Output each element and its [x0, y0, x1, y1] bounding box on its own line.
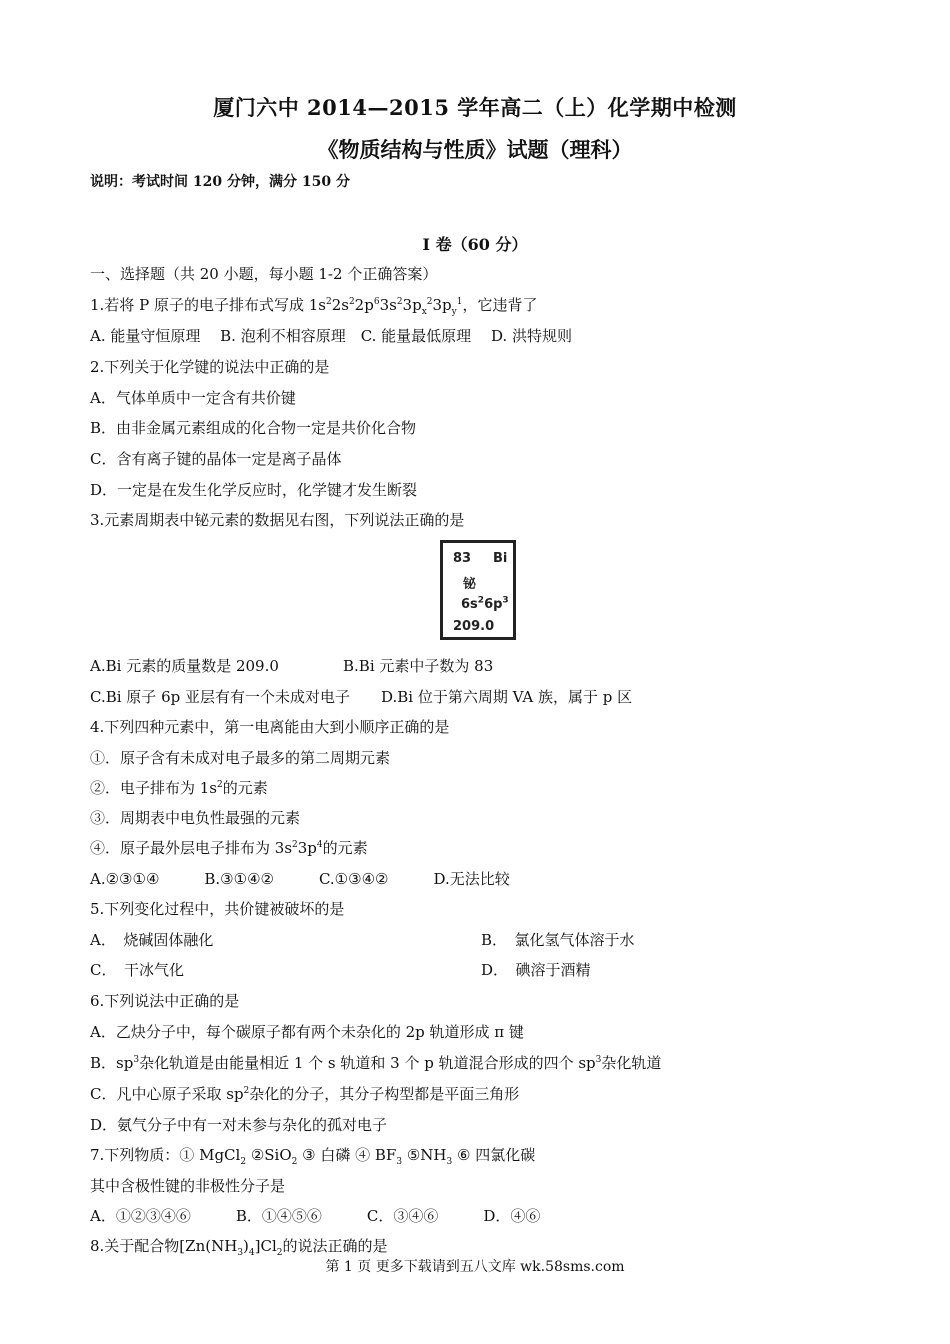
element-name: 铋	[463, 577, 477, 592]
question-4-item-4: ④．原子最外层电子排布为 $3s^23p^4$的元素	[90, 839, 368, 857]
question-2-stem: 2.下列关于化学键的说法中正确的是	[90, 358, 330, 376]
question-5-option-c: C． 干冰气化	[90, 961, 184, 979]
section-title: I 卷（60 分）	[422, 235, 528, 254]
page-footer: 第 1 页 更多下载请到五八文库 wk.58sms.com	[325, 1259, 625, 1275]
element-symbol: Bi	[493, 551, 508, 566]
element-card-bi	[440, 540, 516, 640]
question-4-item-1: ①．原子含有未成对电子最多的第二周期元素	[90, 749, 391, 767]
question-3-option-a: A.Bi 元素的质量数是 209.0	[90, 657, 279, 675]
exam-title: 厦门六中 2014—2015 学年高二（上）化学期中检测	[213, 95, 737, 120]
question-1-stem: 1.若将 P 原子的电子排布式写成 $1s^22s^22p^63s^23p_x^23p_y^1$，它违背了	[90, 296, 538, 317]
question-4-options: A.②③①④ B.③①④② C.①③④② D.无法比较	[90, 870, 510, 888]
question-2-option-d: D．一定是在发生化学反应时，化学键才发生断裂	[90, 481, 418, 499]
question-6-option-c: C．凡中心原子采取 $sp^2$杂化的分子，其分子构型都是平面三角形	[90, 1085, 520, 1103]
question-6-option-d: D．氨气分子中有一对未参与杂化的孤对电子	[90, 1116, 388, 1134]
question-8-stem: 8.关于配合物$[Zn(NH_3)_4]Cl_2$的说法正确的是	[90, 1237, 388, 1258]
question-4-item-3: ③．周期表中电负性最强的元素	[90, 809, 301, 827]
exam-subtitle: 《物质结构与性质》试题（理科）	[317, 137, 633, 162]
question-6-option-a: A．乙炔分子中，每个碳原子都有两个未杂化的 2p 轨道形成 π 键	[90, 1023, 524, 1041]
question-3-option-b: B.Bi 元素中子数为 83	[343, 657, 494, 675]
question-6-stem: 6.下列说法中正确的是	[90, 992, 240, 1010]
question-7-options: A．①②③④⑥ B．①④⑤⑥ C．③④⑥ D．④⑥	[90, 1207, 541, 1225]
question-3-option-c: C.Bi 原子 6p 亚层有有一个未成对电子	[90, 688, 350, 706]
question-7-line2: 其中含极性键的非极性分子是	[90, 1177, 286, 1195]
question-5-option-a: A． 烧碱固体融化	[90, 931, 214, 949]
question-4-stem: 4.下列四种元素中，第一电离能由大到小顺序正确的是	[90, 718, 450, 736]
element-mass: 209.0	[453, 619, 495, 634]
question-5-option-b: B． 氯化氢气体溶于水	[481, 931, 635, 949]
question-3-stem: 3.元素周期表中铋元素的数据见右图，下列说法正确的是	[90, 511, 465, 529]
question-5-stem: 5.下列变化过程中，共价键被破坏的是	[90, 900, 345, 918]
question-2-option-c: C．含有离子键的晶体一定是离子晶体	[90, 450, 342, 468]
question-4-item-2: ②．电子排布为 $1s^2$的元素	[90, 779, 268, 797]
question-2-option-b: B．由非金属元素组成的化合物一定是共价化合物	[90, 419, 417, 437]
question-6-option-b: B．$sp^3$杂化轨道是由能量相近 1 个 s 轨道和 3 个 p 轨道混合形成的四个 $sp^3$杂化轨道	[90, 1054, 662, 1072]
element-config: $6s^26p^3$	[461, 595, 509, 612]
question-2-option-a: A．气体单质中一定含有共价键	[90, 389, 296, 407]
exam-note: 说明：考试时间 120 分钟，满分 150 分	[90, 174, 350, 190]
question-5-option-d: D． 碘溶于酒精	[481, 961, 591, 979]
element-number: 83	[453, 551, 472, 566]
question-7-stem: 7.下列物质：① MgCl$_2$ ②SiO$_2$ ③ 白磷 ④ $BF_3$ $⑤NH_3$ ⑥ 四氯化碳	[90, 1146, 536, 1167]
section-instructions: 一、选择题（共 20 小题，每小题 1-2 个正确答案）	[90, 265, 438, 283]
question-1-options: A. 能量守恒原理 B. 泡利不相容原理 C. 能量最低原理 D. 洪特规则	[90, 327, 572, 345]
question-3-option-d: D.Bi 位于第六周期 VA 族，属于 p 区	[381, 688, 633, 706]
